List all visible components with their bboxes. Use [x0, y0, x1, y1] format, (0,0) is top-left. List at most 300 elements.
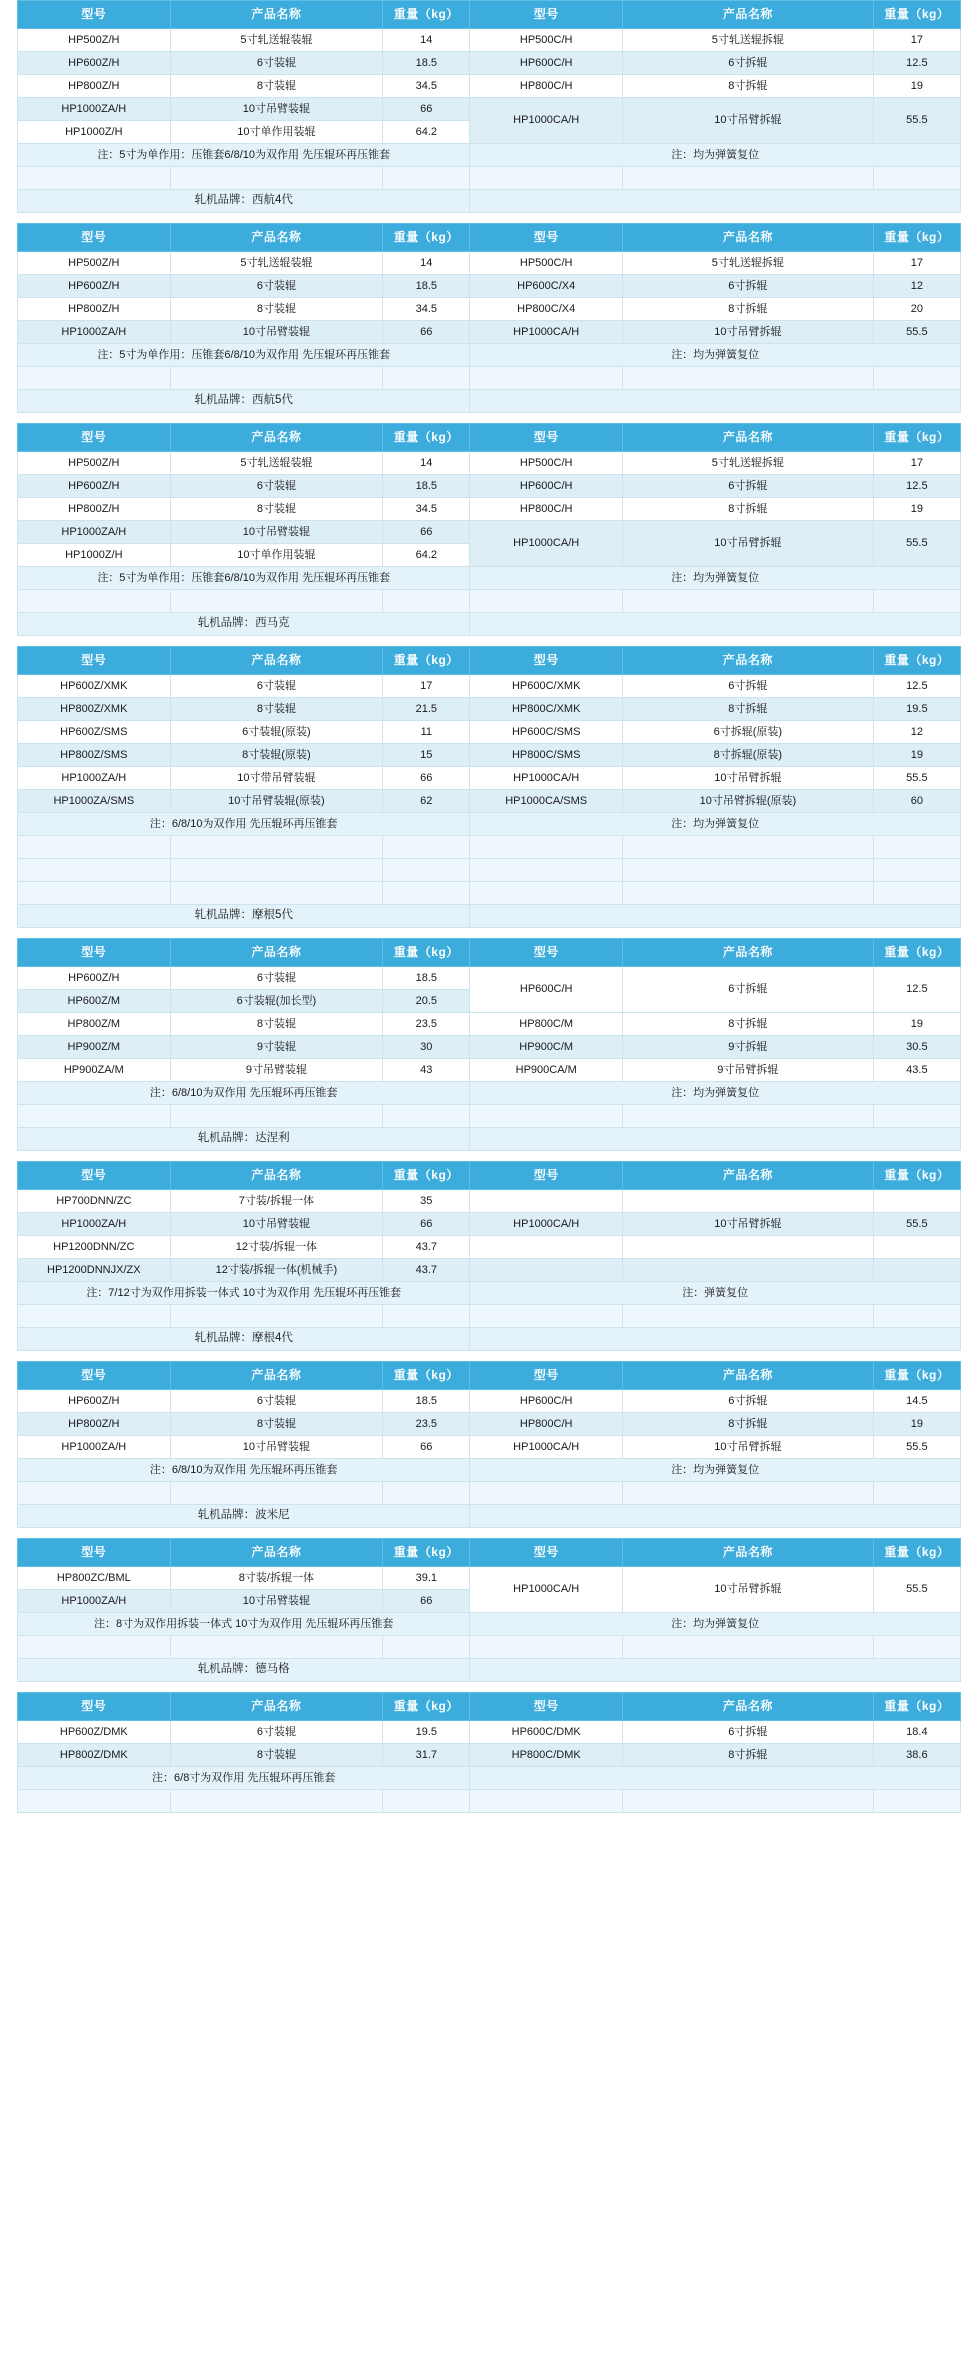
note-left: 注：6/8/10为双作用 先压辊环再压锥套	[18, 1082, 470, 1105]
cell-weight: 35	[383, 1190, 470, 1213]
cell-product-name: 5寸轧送辊装辊	[170, 29, 383, 52]
header-product-name: 产品名称	[623, 1539, 874, 1567]
table-header-row	[18, 1, 961, 29]
cell-model: HP1000ZA/SMS	[18, 790, 171, 813]
cell-model: HP800C/H	[470, 75, 623, 98]
cell-model: HP1200DNNJX/ZX	[18, 1259, 171, 1282]
cell-product-name: 12寸装/拆辊一体(机械手)	[170, 1259, 383, 1282]
cell-model: HP600C/H	[470, 52, 623, 75]
cell-weight: 12	[873, 275, 960, 298]
cell-product-name: 9寸装辊	[170, 1036, 383, 1059]
table-row	[18, 790, 961, 813]
cell-model: HP600C/H	[470, 967, 623, 1013]
cell-product-name: 5寸轧送辊拆辊	[623, 29, 874, 52]
cell-model: HP600Z/SMS	[18, 721, 171, 744]
spec-table	[17, 1161, 961, 1351]
table-row	[18, 475, 961, 498]
header-product-name: 产品名称	[170, 939, 383, 967]
blank-cell	[873, 1305, 960, 1328]
header-product-name: 产品名称	[170, 1539, 383, 1567]
note-left: 注：6/8寸为双作用 先压辊环再压锥套	[18, 1767, 470, 1790]
cell-model: HP800Z/M	[18, 1013, 171, 1036]
spec-table	[17, 423, 961, 636]
table-row	[18, 767, 961, 790]
cell-weight: 19.5	[383, 1721, 470, 1744]
cell-weight: 38.6	[873, 1744, 960, 1767]
spacer-row	[18, 882, 961, 905]
cell-product-name: 8寸拆辊	[623, 1013, 874, 1036]
table-section	[0, 1361, 978, 1538]
blank-cell	[623, 590, 874, 613]
cell-model: HP800Z/XMK	[18, 698, 171, 721]
blank-cell	[170, 882, 383, 905]
header-product-name: 产品名称	[170, 1362, 383, 1390]
blank-cell	[383, 1482, 470, 1505]
cell-model: HP600C/SMS	[470, 721, 623, 744]
blank-cell	[383, 1790, 470, 1813]
brand-row	[18, 1505, 961, 1528]
cell-model: HP1000Z/H	[18, 121, 171, 144]
cell-product-name: 10寸吊臂装辊	[170, 1436, 383, 1459]
cell-weight: 62	[383, 790, 470, 813]
cell-model: HP600C/XMK	[470, 675, 623, 698]
blank-cell	[623, 1636, 874, 1659]
cell-product-name: 8寸装辊	[170, 1413, 383, 1436]
cell-model: HP1000Z/H	[18, 544, 171, 567]
blank-cell	[170, 1636, 383, 1659]
cell-product-name: 6寸装辊(原装)	[170, 721, 383, 744]
table-row	[18, 498, 961, 521]
cell-product-name: 8寸装辊	[170, 1744, 383, 1767]
note-left: 注：6/8/10为双作用 先压辊环再压锥套	[18, 813, 470, 836]
cell-weight: 43.7	[383, 1259, 470, 1282]
cell-product-name: 8寸拆辊	[623, 698, 874, 721]
table-section	[0, 1692, 978, 1823]
cell-product-name: 6寸拆辊	[623, 1721, 874, 1744]
cell-model: HP1000ZA/H	[18, 321, 171, 344]
cell-weight: 17	[383, 675, 470, 698]
brand-label: 轧机品牌：摩根5代	[18, 905, 470, 928]
cell-model: HP600Z/H	[18, 1390, 171, 1413]
header-weight: 重量（kg）	[873, 1162, 960, 1190]
header-product-name: 产品名称	[170, 424, 383, 452]
cell-model: HP1000CA/H	[470, 1436, 623, 1459]
table-row	[18, 1036, 961, 1059]
section-gap	[0, 636, 978, 646]
blank-cell	[623, 859, 874, 882]
blank-cell	[470, 882, 623, 905]
blank-cell	[383, 1105, 470, 1128]
cell-weight: 18.5	[383, 967, 470, 990]
cell-model	[470, 1236, 623, 1259]
cell-model: HP700DNN/ZC	[18, 1190, 171, 1213]
cell-weight: 30.5	[873, 1036, 960, 1059]
cell-model: HP1000ZA/H	[18, 98, 171, 121]
cell-weight: 15	[383, 744, 470, 767]
header-product-name: 产品名称	[170, 647, 383, 675]
cell-product-name: 6寸装辊	[170, 1721, 383, 1744]
blank-cell	[18, 859, 171, 882]
spacer-row	[18, 167, 961, 190]
table-row	[18, 321, 961, 344]
note-row	[18, 1282, 961, 1305]
header-product-name: 产品名称	[623, 1362, 874, 1390]
header-model: 型号	[18, 224, 171, 252]
blank-row	[18, 859, 961, 882]
blank-cell	[383, 859, 470, 882]
brand-label-filler	[470, 613, 961, 636]
header-product-name: 产品名称	[623, 224, 874, 252]
blank-cell	[383, 1305, 470, 1328]
header-product-name: 产品名称	[623, 1693, 874, 1721]
cell-weight: 66	[383, 1436, 470, 1459]
table-row	[18, 275, 961, 298]
cell-product-name: 8寸拆辊	[623, 1744, 874, 1767]
header-weight: 重量（kg）	[873, 1693, 960, 1721]
blank-cell	[470, 859, 623, 882]
cell-weight: 18.5	[383, 475, 470, 498]
cell-product-name: 6寸装辊	[170, 52, 383, 75]
cell-product-name: 8寸拆辊(原装)	[623, 744, 874, 767]
cell-product-name: 6寸拆辊(原装)	[623, 721, 874, 744]
blank-cell	[470, 590, 623, 613]
spacer-row	[18, 590, 961, 613]
cell-model: HP800Z/DMK	[18, 1744, 171, 1767]
note-left: 注：5寸为单作用：压锥套6/8/10为双作用 先压辊环再压锥套	[18, 344, 470, 367]
blank-row	[18, 836, 961, 859]
header-product-name: 产品名称	[623, 1, 874, 29]
cell-model: HP500C/H	[470, 252, 623, 275]
cell-model: HP500Z/H	[18, 29, 171, 52]
note-row	[18, 1613, 961, 1636]
header-model: 型号	[470, 424, 623, 452]
table-header-row	[18, 647, 961, 675]
cell-product-name: 10寸吊臂装辊	[170, 98, 383, 121]
note-right: 注：均为弹簧复位	[470, 813, 961, 836]
table-row	[18, 75, 961, 98]
blank-cell	[873, 1636, 960, 1659]
cell-product-name: 10寸吊臂装辊	[170, 521, 383, 544]
cell-product-name: 10寸吊臂拆辊	[623, 1567, 874, 1613]
table-row	[18, 52, 961, 75]
cell-product-name: 10寸单作用装辊	[170, 121, 383, 144]
cell-product-name: 8寸拆辊	[623, 1413, 874, 1436]
spec-table	[17, 223, 961, 413]
cell-weight: 64.2	[383, 544, 470, 567]
header-weight: 重量（kg）	[383, 1162, 470, 1190]
cell-product-name: 6寸装辊	[170, 475, 383, 498]
cell-weight: 14	[383, 452, 470, 475]
cell-product-name: 8寸拆辊	[623, 298, 874, 321]
header-weight: 重量（kg）	[873, 424, 960, 452]
cell-model: HP800Z/H	[18, 1413, 171, 1436]
blank-cell	[383, 167, 470, 190]
section-gap	[0, 928, 978, 938]
cell-product-name: 8寸装/拆辊一体	[170, 1567, 383, 1590]
note-right: 注：均为弹簧复位	[470, 144, 961, 167]
blank-cell	[623, 1790, 874, 1813]
blank-cell	[623, 367, 874, 390]
table-row	[18, 1213, 961, 1236]
header-model: 型号	[18, 1, 171, 29]
cell-product-name: 10寸吊臂拆辊	[623, 521, 874, 567]
header-product-name: 产品名称	[170, 1693, 383, 1721]
cell-weight: 55.5	[873, 1436, 960, 1459]
cell-model: HP600Z/H	[18, 52, 171, 75]
blank-cell	[383, 836, 470, 859]
cell-weight: 17	[873, 252, 960, 275]
cell-weight: 43.5	[873, 1059, 960, 1082]
cell-weight: 12.5	[873, 475, 960, 498]
table-row	[18, 1259, 961, 1282]
header-weight: 重量（kg）	[873, 224, 960, 252]
header-weight: 重量（kg）	[383, 1362, 470, 1390]
blank-cell	[623, 167, 874, 190]
note-right: 注：均为弹簧复位	[470, 567, 961, 590]
blank-cell	[470, 836, 623, 859]
cell-weight: 18.5	[383, 275, 470, 298]
section-gap	[0, 1351, 978, 1361]
cell-product-name: 8寸拆辊	[623, 498, 874, 521]
blank-cell	[18, 1482, 171, 1505]
header-weight: 重量（kg）	[383, 1, 470, 29]
cell-model: HP500C/H	[470, 452, 623, 475]
brand-row	[18, 1659, 961, 1682]
cell-weight: 19	[873, 744, 960, 767]
header-model: 型号	[18, 1539, 171, 1567]
header-weight: 重量（kg）	[383, 647, 470, 675]
table-row	[18, 721, 961, 744]
blank-cell	[470, 367, 623, 390]
note-right: 注：均为弹簧复位	[470, 1082, 961, 1105]
cell-weight: 31.7	[383, 1744, 470, 1767]
cell-model: HP1000CA/H	[470, 98, 623, 144]
header-weight: 重量（kg）	[873, 1539, 960, 1567]
blank-cell	[470, 1482, 623, 1505]
cell-product-name: 10寸吊臂装辊	[170, 321, 383, 344]
header-product-name: 产品名称	[170, 1162, 383, 1190]
cell-product-name	[623, 1259, 874, 1282]
brand-row	[18, 390, 961, 413]
note-row	[18, 1082, 961, 1105]
blank-cell	[18, 367, 171, 390]
cell-product-name: 6寸拆辊	[623, 52, 874, 75]
header-model: 型号	[18, 424, 171, 452]
header-model: 型号	[18, 647, 171, 675]
cell-model	[470, 1259, 623, 1282]
spec-table	[17, 1538, 961, 1682]
cell-model: HP900ZA/M	[18, 1059, 171, 1082]
cell-weight: 43	[383, 1059, 470, 1082]
cell-product-name: 6寸装辊	[170, 967, 383, 990]
blank-cell	[18, 836, 171, 859]
brand-row	[18, 190, 961, 213]
brand-label-filler	[470, 905, 961, 928]
cell-product-name: 9寸拆辊	[623, 1036, 874, 1059]
cell-product-name: 8寸拆辊	[623, 75, 874, 98]
blank-cell	[18, 1105, 171, 1128]
cell-model: HP1000ZA/H	[18, 767, 171, 790]
cell-model: HP1000ZA/H	[18, 1436, 171, 1459]
cell-model: HP1000CA/H	[470, 767, 623, 790]
cell-model: HP800C/DMK	[470, 1744, 623, 1767]
blank-cell	[470, 1636, 623, 1659]
cell-weight: 12.5	[873, 675, 960, 698]
cell-product-name: 8寸装辊	[170, 298, 383, 321]
cell-product-name: 10寸吊臂拆辊(原装)	[623, 790, 874, 813]
cell-weight: 19	[873, 498, 960, 521]
cell-product-name: 10寸带吊臂装辊	[170, 767, 383, 790]
note-row	[18, 813, 961, 836]
table-row	[18, 1013, 961, 1036]
cell-weight: 34.5	[383, 498, 470, 521]
note-right: 注：均为弹簧复位	[470, 1459, 961, 1482]
section-gap	[0, 213, 978, 223]
cell-model: HP800Z/H	[18, 298, 171, 321]
table-row	[18, 452, 961, 475]
table-header-row	[18, 224, 961, 252]
cell-model: HP600Z/H	[18, 475, 171, 498]
table-section	[0, 646, 978, 938]
cell-product-name: 6寸拆辊	[623, 675, 874, 698]
cell-model: HP600Z/H	[18, 967, 171, 990]
brand-row	[18, 1128, 961, 1151]
blank-cell	[18, 1790, 171, 1813]
section-gap	[0, 1528, 978, 1538]
table-row	[18, 298, 961, 321]
spacer-row	[18, 1482, 961, 1505]
cell-weight: 66	[383, 1590, 470, 1613]
table-row	[18, 698, 961, 721]
cell-weight: 14	[383, 29, 470, 52]
header-weight: 重量（kg）	[383, 1693, 470, 1721]
header-model: 型号	[470, 647, 623, 675]
table-section	[0, 1161, 978, 1361]
brand-label-filler	[470, 390, 961, 413]
cell-model: HP600C/H	[470, 475, 623, 498]
blank-cell	[873, 1482, 960, 1505]
cell-model: HP1200DNN/ZC	[18, 1236, 171, 1259]
blank-cell	[170, 367, 383, 390]
cell-product-name: 12寸装/拆辊一体	[170, 1236, 383, 1259]
brand-label: 轧机品牌：西航5代	[18, 390, 470, 413]
cell-weight: 66	[383, 1213, 470, 1236]
cell-product-name: 10寸吊臂拆辊	[623, 1213, 874, 1236]
blank-cell	[873, 836, 960, 859]
blank-cell	[18, 1305, 171, 1328]
note-row	[18, 144, 961, 167]
cell-product-name: 8寸装辊	[170, 75, 383, 98]
cell-product-name: 8寸装辊	[170, 1013, 383, 1036]
section-gap	[0, 1151, 978, 1161]
header-weight: 重量（kg）	[383, 939, 470, 967]
cell-weight: 30	[383, 1036, 470, 1059]
brand-label: 轧机品牌：西航4代	[18, 190, 470, 213]
cell-weight: 55.5	[873, 521, 960, 567]
table-row	[18, 1436, 961, 1459]
cell-weight: 20.5	[383, 990, 470, 1013]
header-model: 型号	[470, 1162, 623, 1190]
brand-label-filler	[470, 190, 961, 213]
cell-weight: 66	[383, 521, 470, 544]
cell-weight: 14.5	[873, 1390, 960, 1413]
table-header-row	[18, 939, 961, 967]
cell-model: HP800C/M	[470, 1013, 623, 1036]
table-section	[0, 223, 978, 423]
cell-weight: 14	[383, 252, 470, 275]
cell-weight: 20	[873, 298, 960, 321]
cell-weight: 12.5	[873, 967, 960, 1013]
cell-model: HP800C/SMS	[470, 744, 623, 767]
blank-cell	[170, 1105, 383, 1128]
blank-cell	[470, 1790, 623, 1813]
cell-product-name: 5寸轧送辊装辊	[170, 252, 383, 275]
cell-product-name: 8寸装辊(原装)	[170, 744, 383, 767]
blank-cell	[383, 590, 470, 613]
header-model: 型号	[470, 1, 623, 29]
blank-cell	[170, 1790, 383, 1813]
header-product-name: 产品名称	[623, 647, 874, 675]
cell-weight: 55.5	[873, 98, 960, 144]
blank-cell	[873, 882, 960, 905]
header-weight: 重量（kg）	[873, 647, 960, 675]
cell-product-name: 5寸轧送辊装辊	[170, 452, 383, 475]
cell-weight: 19.5	[873, 698, 960, 721]
table-row	[18, 744, 961, 767]
spec-table	[17, 1692, 961, 1813]
cell-model: HP1000CA/H	[470, 521, 623, 567]
cell-product-name: 6寸拆辊	[623, 475, 874, 498]
header-weight: 重量（kg）	[873, 1362, 960, 1390]
cell-weight: 19	[873, 1013, 960, 1036]
blank-cell	[470, 1305, 623, 1328]
blank-cell	[623, 1305, 874, 1328]
spacer-row	[18, 367, 961, 390]
spec-table	[17, 646, 961, 928]
blank-cell	[873, 590, 960, 613]
table-section	[0, 1538, 978, 1692]
table-row	[18, 1190, 961, 1213]
table-row	[18, 1744, 961, 1767]
header-weight: 重量（kg）	[383, 1539, 470, 1567]
cell-model: HP800ZC/BML	[18, 1567, 171, 1590]
cell-weight: 66	[383, 767, 470, 790]
header-model: 型号	[470, 939, 623, 967]
cell-weight: 55.5	[873, 1567, 960, 1613]
spec-table	[17, 1361, 961, 1528]
note-row	[18, 567, 961, 590]
header-weight: 重量（kg）	[383, 424, 470, 452]
cell-weight: 19	[873, 1413, 960, 1436]
blank-cell	[170, 1305, 383, 1328]
note-left: 注：5寸为单作用：压锥套6/8/10为双作用 先压辊环再压锥套	[18, 567, 470, 590]
cell-product-name: 9寸吊臂拆辊	[623, 1059, 874, 1082]
header-model: 型号	[18, 1162, 171, 1190]
cell-model: HP600Z/M	[18, 990, 171, 1013]
cell-product-name: 9寸吊臂装辊	[170, 1059, 383, 1082]
cell-product-name: 10寸吊臂拆辊	[623, 321, 874, 344]
table-row	[18, 521, 961, 544]
cell-model: HP800C/XMK	[470, 698, 623, 721]
table-header-row	[18, 1362, 961, 1390]
header-product-name: 产品名称	[623, 1162, 874, 1190]
cell-weight	[873, 1259, 960, 1282]
cell-product-name: 5寸轧送辊拆辊	[623, 252, 874, 275]
note-right: 注：弹簧复位	[470, 1282, 961, 1305]
cell-product-name: 10寸吊臂拆辊	[623, 98, 874, 144]
section-gap	[0, 1813, 978, 1823]
cell-model: HP1000CA/H	[470, 1213, 623, 1236]
